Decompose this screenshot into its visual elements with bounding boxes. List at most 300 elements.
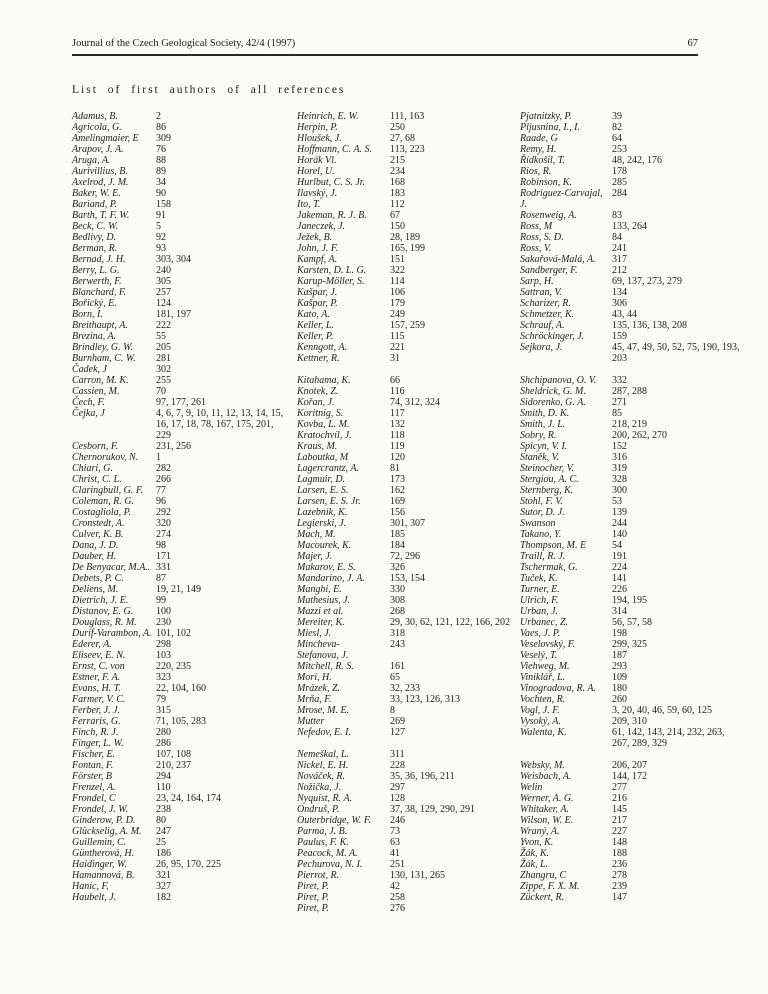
author-name: Spicyn, V. I.: [520, 441, 568, 452]
author-name: Lagercrantz, A.: [297, 463, 359, 474]
author-name: Mazzi et al.: [297, 606, 344, 617]
page-numbers: 124: [156, 298, 171, 309]
author-name: Čadek, J: [72, 364, 107, 375]
page-numbers: 255: [156, 375, 171, 386]
author-name: Berry, L. G.: [72, 265, 120, 276]
author-name: Mrňa, F.: [297, 694, 332, 705]
author-name: Haubelt, J.: [72, 892, 117, 903]
author-name: Fontan, F.: [72, 760, 114, 771]
page-numbers: 69, 137, 273, 279: [612, 276, 682, 287]
page-numbers: 238: [156, 804, 171, 815]
page-numbers: 80: [156, 815, 166, 826]
author-name: Knotek, Z.: [297, 386, 339, 397]
page-numbers: 147: [612, 892, 627, 903]
index-entry: [520, 342, 751, 364]
index-column-2: [297, 111, 520, 914]
page-numbers: 181, 197: [156, 309, 191, 320]
page-numbers: 22, 104, 160: [156, 683, 206, 694]
page-numbers: 26, 95, 170, 225: [156, 859, 221, 870]
index-entry: [297, 859, 520, 870]
index-entry: [297, 870, 520, 881]
page-numbers: 210, 237: [156, 760, 191, 771]
page-numbers: 222: [156, 320, 171, 331]
page-numbers: 27, 68: [390, 133, 415, 144]
author-name: Sheldrick, G. M.: [520, 386, 586, 397]
page-numbers: 308: [390, 595, 405, 606]
author-name: Kato, A.: [297, 309, 330, 320]
index-entry: [297, 320, 520, 331]
author-name: Ondruš, P.: [297, 804, 340, 815]
author-name: Bariand, P.: [72, 199, 118, 210]
page-numbers: 23, 24, 164, 174: [156, 793, 221, 804]
author-name: Kratochvíl, J.: [297, 430, 352, 441]
index-entry: [72, 793, 297, 804]
author-name: Hoffmann, C. A. S.: [297, 144, 373, 155]
index-entry: [520, 573, 751, 584]
author-name: Wraný, A.: [520, 826, 560, 837]
index-entry: [520, 265, 751, 276]
index-entry: [520, 562, 751, 573]
index-entry: [72, 595, 297, 606]
author-name: Walenta, K.: [520, 727, 567, 738]
author-name: Arapov, J. A.: [72, 144, 124, 155]
author-name: Farmer, V. C.: [72, 694, 126, 705]
page-numbers: 39: [612, 111, 622, 122]
author-name: Cronstedt, A.: [72, 518, 125, 529]
author-name: Haidinger, W.: [72, 859, 127, 870]
author-name: Paulus, F. K.: [297, 837, 349, 848]
index-entry: [72, 716, 297, 727]
author-name: Stefanova, J.: [297, 650, 349, 661]
page-numbers: 96: [156, 496, 166, 507]
index-entry: [72, 342, 297, 353]
index-entry: [520, 804, 751, 815]
index-entry: [297, 122, 520, 133]
index-entry: [72, 243, 297, 254]
author-name: Traill, R. J.: [520, 551, 566, 562]
page-numbers: 111, 163: [390, 111, 425, 122]
author-name: Remy, H.: [520, 144, 557, 155]
index-entry: [297, 507, 520, 518]
index-entry: [520, 166, 751, 177]
page-numbers: 186: [156, 848, 171, 859]
page-numbers: 212: [612, 265, 627, 276]
author-name: Mori, H.: [297, 672, 332, 683]
page-numbers: 73: [390, 826, 400, 837]
author-name: Rosenweig, A.: [520, 210, 577, 221]
author-name: Distanov, E. G.: [72, 606, 134, 617]
page-numbers: 318: [390, 628, 405, 639]
author-name: Swanson: [520, 518, 556, 529]
page-numbers: 182: [156, 892, 171, 903]
page-numbers: 145: [612, 804, 627, 815]
page-numbers: 285: [612, 177, 627, 188]
index-entry: [72, 232, 297, 243]
index-entry: [297, 595, 520, 606]
index-entry: [72, 287, 297, 298]
page-numbers: 43, 44: [612, 309, 637, 320]
author-name: Wilson, W. E.: [520, 815, 574, 826]
index-entry: [72, 760, 297, 771]
page-numbers: 45, 47, 49, 50, 52, 75, 190, 193, 203: [612, 342, 740, 364]
page-numbers: 332: [612, 375, 627, 386]
index-entry: [72, 705, 297, 716]
index-entry: [72, 573, 297, 584]
author-name: Steinocher, V.: [520, 463, 574, 474]
index-entry: [297, 474, 520, 485]
index-entry: [297, 606, 520, 617]
author-name: Veselovský, F.: [520, 639, 576, 650]
author-name: Heinrich, E. W.: [297, 111, 359, 122]
page-numbers: 306: [612, 298, 627, 309]
index-entry: [72, 353, 297, 364]
author-name: Jakeman, R. J. B.: [297, 210, 367, 221]
index-entry: [520, 628, 751, 639]
author-name: Durif-Varambon, A.: [72, 628, 152, 639]
page-numbers: 33, 123, 126, 313: [390, 694, 460, 705]
author-name: Nefedov, E. I.: [297, 727, 351, 738]
index-entry: [520, 232, 751, 243]
page-numbers: 63: [390, 837, 400, 848]
index-entry: [72, 133, 297, 144]
author-name: J.: [520, 199, 527, 210]
index-entry: [72, 507, 297, 518]
index-entry: [520, 155, 751, 166]
index-entry: [72, 309, 297, 320]
author-name: Christ, C. L.: [72, 474, 122, 485]
author-name: Stergiou, A. C.: [520, 474, 579, 485]
index-column-1: [72, 111, 297, 914]
author-name: Outerbridge, W. F.: [297, 815, 372, 826]
page-numbers: 28, 189: [390, 232, 420, 243]
index-entry: [520, 419, 751, 430]
page-numbers: 4, 6, 7, 9, 10, 11, 12, 13, 14, 15, 16, 17, 18, 78, 167, 175, 201, 229: [156, 408, 284, 441]
author-name: Tuček, K.: [520, 573, 558, 584]
page-numbers: 260: [612, 694, 627, 705]
index-entry: [72, 606, 297, 617]
index-entry: [72, 639, 297, 650]
index-entry: [520, 881, 751, 892]
index-entry: [520, 892, 751, 903]
index-entry: [72, 804, 297, 815]
index-entry: [297, 749, 520, 760]
author-name: Řídkošil, T.: [520, 155, 566, 166]
author-name: Carron, M. K.: [72, 375, 129, 386]
author-name: Mitchell, R. S.: [297, 661, 354, 672]
page-numbers: 101, 102: [156, 628, 191, 639]
index-entry: [520, 144, 751, 155]
index-entry: [72, 375, 297, 386]
author-name: Schrauf, A.: [520, 320, 565, 331]
page-numbers: 114: [390, 276, 405, 287]
author-name: Manghi, E.: [297, 584, 342, 595]
author-name: Sakařová-Malá, A.: [520, 254, 596, 265]
index-entry: [297, 529, 520, 540]
author-name: Laboutka, M: [297, 452, 349, 463]
author-name: Sandberger, F.: [520, 265, 578, 276]
author-name: Mincheva-: [297, 639, 340, 650]
index-entry: [520, 375, 751, 386]
author-name: Zückert, R.: [520, 892, 565, 903]
author-name: Aruga, A.: [72, 155, 111, 166]
author-name: Sternberg, K.: [520, 485, 574, 496]
author-name: Žák, L.: [520, 859, 549, 870]
page-numbers: 99: [156, 595, 166, 606]
page-numbers: 303, 304: [156, 254, 191, 265]
author-name: Raade, G: [520, 133, 558, 144]
author-name: Nemeškal, L.: [297, 749, 349, 760]
page-numbers: 198: [612, 628, 627, 639]
page-numbers: 321: [156, 870, 171, 881]
page-numbers: 180: [612, 683, 627, 694]
index-entry: [72, 848, 297, 859]
page-numbers: 294: [156, 771, 171, 782]
page-numbers: 82: [612, 122, 622, 133]
page-numbers: 93: [156, 243, 166, 254]
index-entry: [297, 375, 520, 386]
index-entry: [72, 727, 297, 738]
index-entry: [297, 826, 520, 837]
author-name: Hurlbut, C. S. Jr.: [297, 177, 366, 188]
page-numbers: 215: [390, 155, 405, 166]
page-numbers: 119: [390, 441, 405, 452]
index-entry-continuation: [297, 650, 520, 661]
page-numbers: 156: [390, 507, 405, 518]
author-name: Nickel, E. H.: [297, 760, 349, 771]
page-numbers: 29, 30, 62, 121, 122, 166, 202: [390, 617, 510, 628]
author-name: Welin: [520, 782, 543, 793]
page-numbers: 269: [390, 716, 405, 727]
author-name: Urban, J.: [520, 606, 559, 617]
index-entry: [297, 705, 520, 716]
index-entry: [72, 738, 297, 749]
author-name: Dauber, H.: [72, 551, 117, 562]
page-numbers: 311: [390, 749, 405, 760]
index-entry: [297, 144, 520, 155]
index-entry: [297, 386, 520, 397]
page-numbers: 98: [156, 540, 166, 551]
page-numbers: 117: [390, 408, 405, 419]
index-entry: [72, 617, 297, 628]
author-name: Glückselig, A. M.: [72, 826, 142, 837]
index-entry: [72, 474, 297, 485]
author-name: Frenzel, A.: [72, 782, 116, 793]
index-entry: [520, 430, 751, 441]
author-name: Scharizer, R.: [520, 298, 571, 309]
index-entry: [520, 309, 751, 320]
author-name: Horák Vl.: [297, 155, 337, 166]
page-numbers: 109: [612, 672, 627, 683]
page-numbers: 128: [390, 793, 405, 804]
page-numbers: 236: [612, 859, 627, 870]
page-numbers: 42: [390, 881, 400, 892]
author-name: Horel, U.: [297, 166, 335, 177]
index-entry: [72, 529, 297, 540]
page-numbers: 230: [156, 617, 171, 628]
author-name: Rios, R.: [520, 166, 552, 177]
index-entry: [520, 518, 751, 529]
column-gap: [297, 364, 520, 375]
author-name: Karup-Möller, S.: [297, 276, 365, 287]
page-numbers: 141: [612, 573, 627, 584]
author-name: Tschermak, G.: [520, 562, 578, 573]
author-name: Ross, S. D.: [520, 232, 564, 243]
page-numbers: 314: [612, 606, 627, 617]
page-numbers: 162: [390, 485, 405, 496]
author-name: De Benyacar, M.A..: [72, 562, 151, 573]
index-entry: [72, 177, 297, 188]
index-entry: [297, 793, 520, 804]
author-name: Förster, B: [72, 771, 112, 782]
page-numbers: 72, 296: [390, 551, 420, 562]
index-entry: [520, 826, 751, 837]
author-name: Ederer, A.: [72, 639, 112, 650]
index-entry: [297, 881, 520, 892]
index-entry: [520, 320, 751, 331]
author-name: Ross, M: [520, 221, 553, 232]
page-numbers: 54: [612, 540, 622, 551]
page-numbers: 110: [156, 782, 171, 793]
author-name: Chernorukov, N.: [72, 452, 139, 463]
index-entry: [520, 705, 751, 716]
index-entry: [297, 331, 520, 342]
page-numbers: 85: [612, 408, 622, 419]
page-numbers: 84: [612, 232, 622, 243]
author-name: Ulrich, F.: [520, 595, 559, 606]
column-gap: [297, 738, 520, 749]
page-numbers: 271: [612, 397, 627, 408]
page-numbers: 326: [390, 562, 405, 573]
index-entry: [520, 331, 751, 342]
index-entry: [520, 485, 751, 496]
author-name: Kitahama, K.: [297, 375, 351, 386]
author-name: Güntherová, H.: [72, 848, 135, 859]
page-numbers: 77: [156, 485, 166, 496]
index-entry: [297, 342, 520, 353]
page-numbers: 226: [612, 584, 627, 595]
index-entry: [72, 144, 297, 155]
author-name: Barth, T. F. W.: [72, 210, 130, 221]
index-entry: [520, 496, 751, 507]
page-numbers: 292: [156, 507, 171, 518]
page-numbers: 316: [612, 452, 627, 463]
index-entry: [520, 606, 751, 617]
author-name: Veselý, T.: [520, 650, 558, 661]
author-name: Larsen, E. S. Jr.: [297, 496, 361, 507]
index-entry: [297, 133, 520, 144]
author-name: Robinson, K.: [520, 177, 572, 188]
index-entry: [520, 111, 751, 122]
index-entry: [297, 177, 520, 188]
index-entry: [520, 254, 751, 265]
page-numbers: 319: [612, 463, 627, 474]
page-numbers: 19, 21, 149: [156, 584, 201, 595]
page-numbers: 87: [156, 573, 166, 584]
page-numbers: 188: [612, 848, 627, 859]
index-entry: [297, 518, 520, 529]
author-name: Hanic, F.: [72, 881, 109, 892]
page-numbers: 257: [156, 287, 171, 298]
author-name: Ferber, J. J.: [72, 705, 121, 716]
index-entry: [72, 452, 297, 463]
author-name: Turner, E.: [520, 584, 560, 595]
author-name: Ginderow, P. D.: [72, 815, 136, 826]
author-name: Frondel, J. W.: [72, 804, 129, 815]
page-numbers: 228: [390, 760, 405, 771]
index-entry: [520, 386, 751, 397]
page-numbers: 191: [612, 551, 627, 562]
page-numbers: 331: [156, 562, 171, 573]
index-entry: [72, 155, 297, 166]
index-entry: [72, 628, 297, 639]
page-numbers: 249: [390, 309, 405, 320]
page-numbers: 286: [156, 738, 171, 749]
author-name: Lagmuir, D.: [297, 474, 346, 485]
author-name: Coleman, R. G.: [72, 496, 134, 507]
page-numbers: 55: [156, 331, 166, 342]
index-entry: [520, 551, 751, 562]
index-entry: [520, 463, 751, 474]
page-numbers: 277: [612, 782, 627, 793]
index-entry: [297, 661, 520, 672]
index-entry: [72, 166, 297, 177]
index-entry: [72, 408, 297, 441]
author-name: Claringbull, G. F.: [72, 485, 144, 496]
author-name: Nožička, J.: [297, 782, 342, 793]
page-number: 67: [687, 38, 698, 49]
index-entry: [297, 309, 520, 320]
author-name: Keller, L.: [297, 320, 334, 331]
author-name: Sattran, V.: [520, 287, 562, 298]
index-entry: [72, 485, 297, 496]
page-numbers: 299, 325: [612, 639, 647, 650]
page-numbers: 315: [156, 705, 171, 716]
index-entry: [297, 430, 520, 441]
author-name: Sobry, R.: [520, 430, 557, 441]
author-name: Čejka, J: [72, 408, 105, 419]
author-name: Kořan, J.: [297, 397, 335, 408]
author-name: Kampf, A.: [297, 254, 338, 265]
author-name: Burnham, C. W.: [72, 353, 136, 364]
page-numbers: 134: [612, 287, 627, 298]
author-index: [72, 111, 768, 914]
page-numbers: 157, 259: [390, 320, 425, 331]
index-entry: [297, 727, 520, 738]
author-name: Schmetzer, K.: [520, 309, 575, 320]
page-numbers: 251: [390, 859, 405, 870]
page-numbers: 216: [612, 793, 627, 804]
page-numbers: 185: [390, 529, 405, 540]
index-entry: [520, 870, 751, 881]
page-numbers: 183: [390, 188, 405, 199]
author-name: Thompson, M. E: [520, 540, 587, 551]
author-name: Piret, P.: [297, 903, 329, 914]
index-entry: [72, 837, 297, 848]
author-name: Vochten, R.: [520, 694, 566, 705]
page-numbers: 71, 105, 283: [156, 716, 206, 727]
page-numbers: 178: [612, 166, 627, 177]
page-numbers: 227: [612, 826, 627, 837]
author-name: Piret, P.: [297, 892, 329, 903]
index-entry: [520, 760, 751, 771]
author-name: Finch, R. J.: [72, 727, 119, 738]
author-name: Pljusnina, I., I.: [520, 122, 580, 133]
author-name: Janeczek, J.: [297, 221, 346, 232]
page-numbers: 32, 233: [390, 683, 420, 694]
index-entry: [520, 694, 751, 705]
page-numbers: 161: [390, 661, 405, 672]
index-entry: [297, 551, 520, 562]
